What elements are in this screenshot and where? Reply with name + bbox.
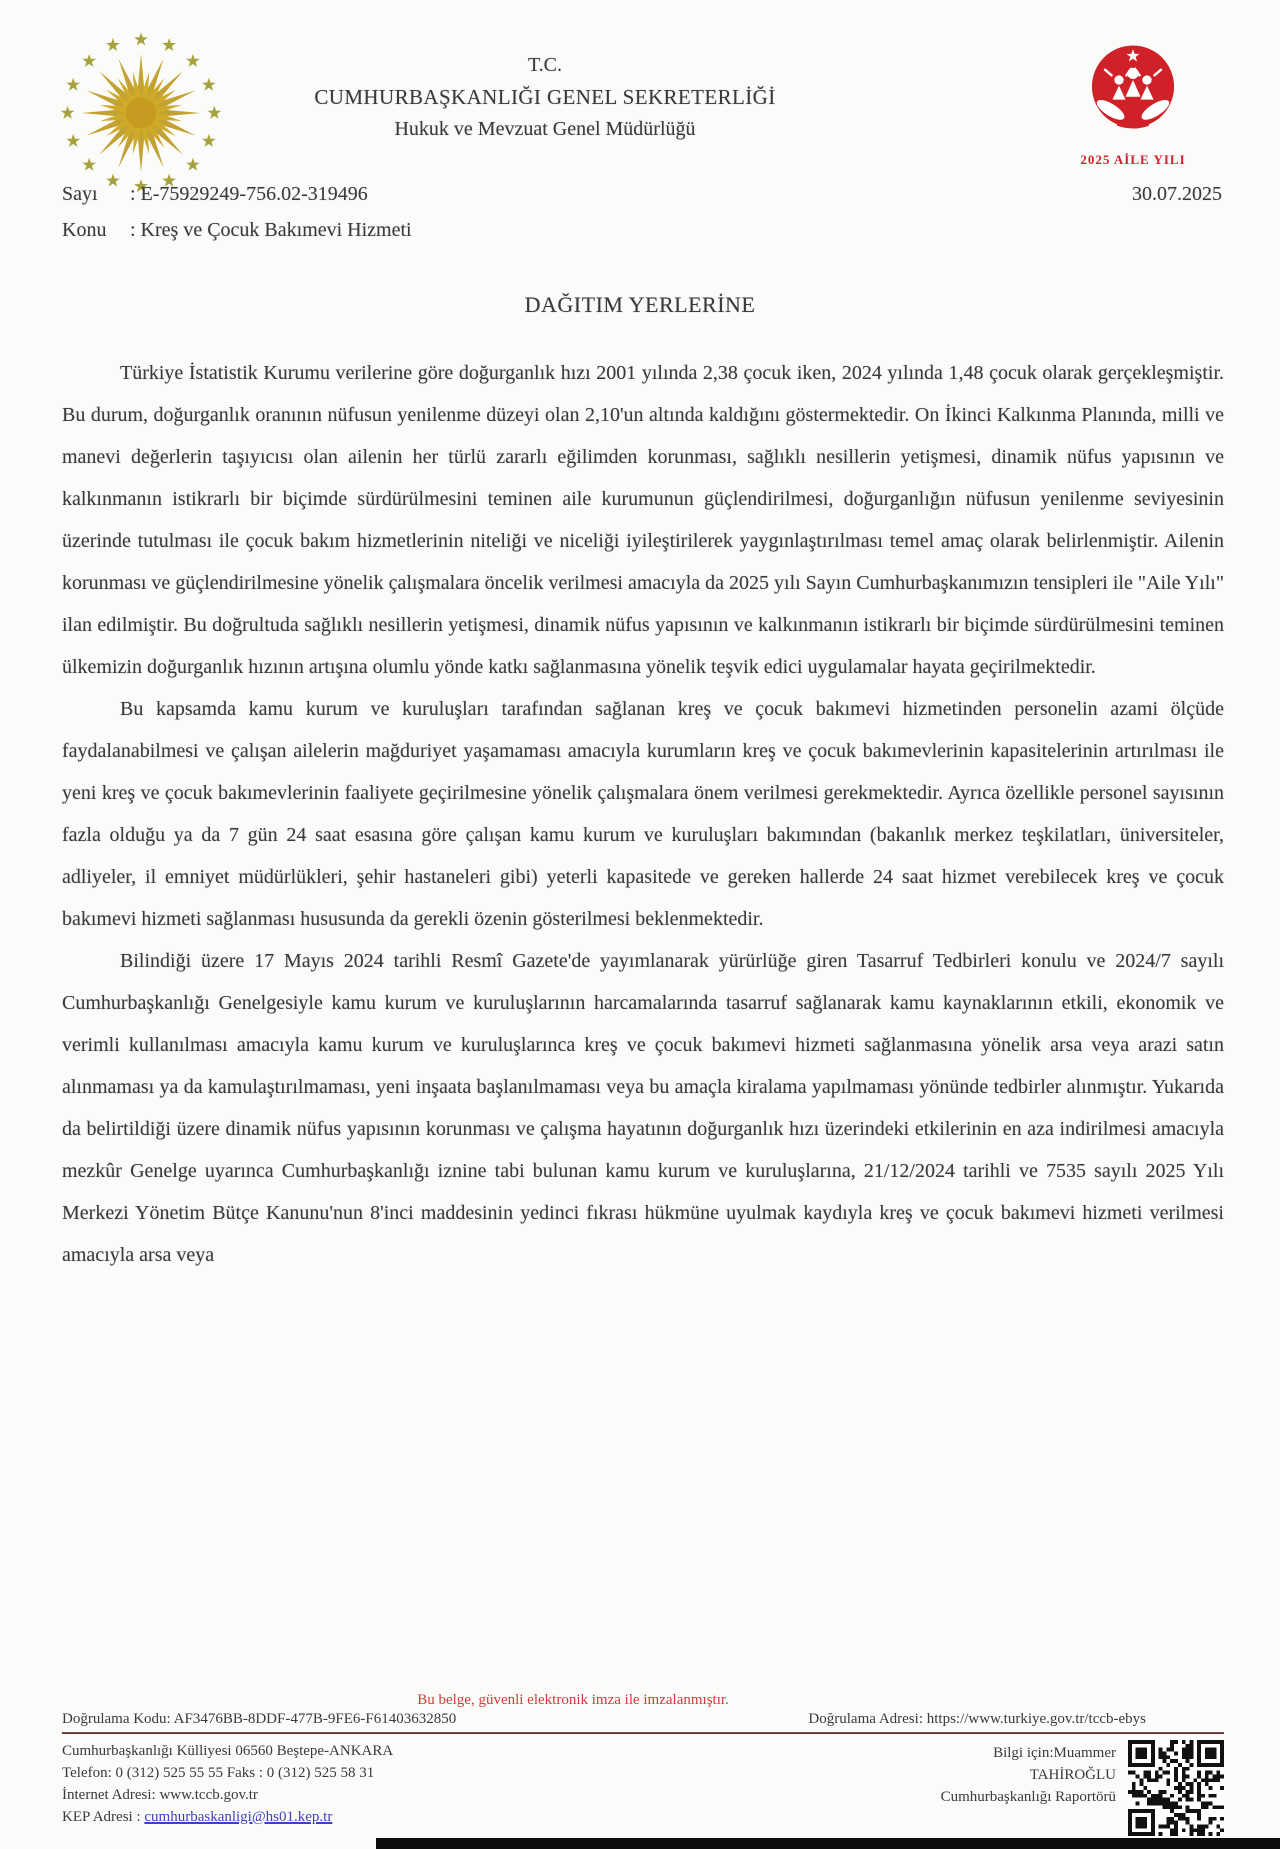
presidential-seal-icon <box>60 32 222 194</box>
document-meta <box>62 183 1222 255</box>
distribution-heading: DAĞITIM YERLERİNE <box>524 292 756 317</box>
phone-fax: Telefon: 0 (312) 525 55 55 Faks : 0 (312) 525 58 31 <box>62 1765 375 1781</box>
family-year-label: 2025 AİLE YILI <box>1080 152 1186 167</box>
verification-code-value: AF3476BB-8DDF-477B-9FE6-F61403632850 <box>173 1711 457 1727</box>
letterhead <box>230 50 860 145</box>
konu-label: Konu <box>62 219 107 241</box>
family-year-logo <box>1068 38 1198 168</box>
document-footer <box>62 1692 1224 1836</box>
document-body <box>62 352 1224 1276</box>
sayi-row <box>62 183 1222 206</box>
paragraph-3: Bilindiği üzere 17 Mayıs 2024 tarihli Resmî Gazete'de yayımlanarak yürürlüğe giren Tasarruf Tedbirleri konulu ve 2024/7 sayılı Cumhurbaşkanlığı Genelgesiyle kamu kurum ve kuruluşlarının harcamalarında tasarruf sağlanarak kamu kaynaklarının etkili, ekonomik ve verimli kullanılması amacıyla kamu kurum ve kuruluşlarınca kreş ve çocuk bakımevi hizmeti sağlanmasına yönelik arsa veya arazi satın alınmaması ya da kamulaştırılmaması, yeni inşaata başlanılmaması veya bu amaçla kiralama yapılmaması yönünde tedbirler alınmıştır. Yukarıda da belirtildiği üzere dinamik nüfus yapısının korunması ve çalışma hayatının doğurganlık hızı üzerindeki etkilerinin en aza indirilmesi amacıyla mezkûr Genelge uyarınca Cumhurbaşkanlığı iznine tabi bulunan kamu kurum ve kuruluşlarına, 21/12/2024 tarihli ve 7535 sayılı 2025 Yılı Merkezi Yönetim Bütçe Kanunu'nun 8'inci maddesinin yedinci fıkrası hükmüne uyulmak kaydıyla kreş ve çocuk bakımevi hizmeti verilmesi amacıyla arsa veya <box>62 950 1224 1266</box>
konu-value: : Kreş ve Çocuk Bakımevi Hizmeti <box>130 219 412 241</box>
scan-bottom-bar <box>376 1838 1280 1849</box>
kep-row <box>62 1806 393 1828</box>
verification-row <box>62 1711 1224 1732</box>
footer-contact-section <box>62 1740 1224 1836</box>
info-title: Cumhurbaşkanlığı Raportörü <box>940 1789 1116 1805</box>
contact-person-block <box>941 1740 1116 1808</box>
republic-abbr: T.C. <box>527 54 563 76</box>
web-address: İnternet Adresi: www.tccb.gov.tr <box>62 1787 258 1803</box>
paragraph-1: Türkiye İstatistik Kurumu verilerine göre doğurganlık hızı 2001 yılında 2,38 çocuk iken, 2024 yılında 1,48 çocuk olarak gerçekleşmiştir. Bu durum, doğurganlık oranının nüfusun yenilenme düzeyi olan 2,10'un altında kaldığını göstermektedir. On İkinci Kalkınma Planında, milli ve manevi değerlerin taşıyıcısı olan ailenin her türlü zararlı eğilimden korunması, sağlıklı nesillerin yetişmesi, dinamik nüfus yapısının ve kalkınmanın istikrarlı bir biçimde sürdürülmesini teminen aile kurumunun güçlendirilmesi, doğurganlığın nüfusun yenilenme seviyesinin üzerinde tutulması ile çocuk bakım hizmetlerinin niteliği ve niceliği iyileştirilerek yaygınlaştırılması temel amaç olarak belirlenmiştir. Ailenin korunması ve güçlendirilmesine yönelik çalışmalara öncelik verilmesi amacıyla da 2025 yılı Sayın Cumhurbaşkanımızın tensipleri ile "Aile Yılı" ilan edilmiştir. Bu doğrultuda sağlıklı nesillerin yetişmesi, dinamik nüfus yapısının ve kalkınmanın istikrarlı bir biçimde sürdürülmesini teminen ülkemizin doğurganlık hızının artışına olumlu yönde katkı sağlanmasına yönelik teşvik edici uygulamalar hayata geçirilmektedir. <box>62 362 1224 678</box>
qr-code <box>1128 1740 1224 1836</box>
verification-address <box>808 1711 1224 1728</box>
sayi-value: : E-75929249-756.02-319496 <box>130 183 368 205</box>
organization-name: CUMHURBAŞKANLIĞI GENEL SEKRETERLİĞİ <box>314 85 776 109</box>
esign-note: Bu belge, güvenli elektronik imza ile imzalanmıştır. <box>417 1692 729 1708</box>
verification-address-label: Doğrulama Adresi: <box>808 1711 923 1727</box>
verification-address-value: https://www.turkiye.gov.tr/tccb-ebys <box>926 1711 1146 1727</box>
konu-row <box>62 219 1222 242</box>
kep-address-link[interactable]: cumhurbaskanligi@hs01.kep.tr <box>144 1809 333 1825</box>
document-date: 30.07.2025 <box>1132 183 1222 205</box>
sayi-label: Sayı <box>62 183 98 205</box>
family-year-emblem-icon <box>1074 38 1192 150</box>
paragraph-2: Bu kapsamda kamu kurum ve kuruluşları tarafından sağlanan kreş ve çocuk bakımevi hizmetinden personelin azami ölçüde faydalanabilmesi ve çalışan ailelerin mağduriyet yaşamaması amacıyla kurumların kreş ve çocuk bakımevlerinin kapasitelerinin artırılması ile yeni kreş ve çocuk bakımevlerinin faaliyete geçirilmesine yönelik çalışmalara önem verilmesi gerekmektedir. Ayrıca özellikle personel sayısının fazla olduğu ya da 7 gün 24 saat esasına göre çalışan kamu kurum ve kuruluşları bakımından (bakanlık merkez teşkilatları, üniversiteler, adliyeler, il emniyet müdürlükleri, şehir hastaneleri gibi) yeterli kapasitede ve gereken hallerde 24 saat hizmet verebilecek kreş ve çocuk bakımevi hizmeti sağlanması hususunda da gerekli özenin gösterilmesi beklenmektedir. <box>62 698 1224 930</box>
department-name: Hukuk ve Mevzuat Genel Müdürlüğü <box>394 117 696 140</box>
kep-label: KEP Adresi : <box>62 1809 141 1825</box>
contact-block <box>62 1740 393 1828</box>
info-for: Bilgi için:Muammer <box>993 1745 1116 1761</box>
verification-code <box>62 1711 456 1728</box>
footer-divider <box>62 1732 1224 1734</box>
info-surname: TAHİROĞLU <box>1029 1767 1116 1783</box>
verification-code-label: Doğrulama Kodu: <box>62 1711 171 1727</box>
office-address: Cumhurbaşkanlığı Külliyesi 06560 Beştepe-ANKARA <box>62 1743 394 1759</box>
